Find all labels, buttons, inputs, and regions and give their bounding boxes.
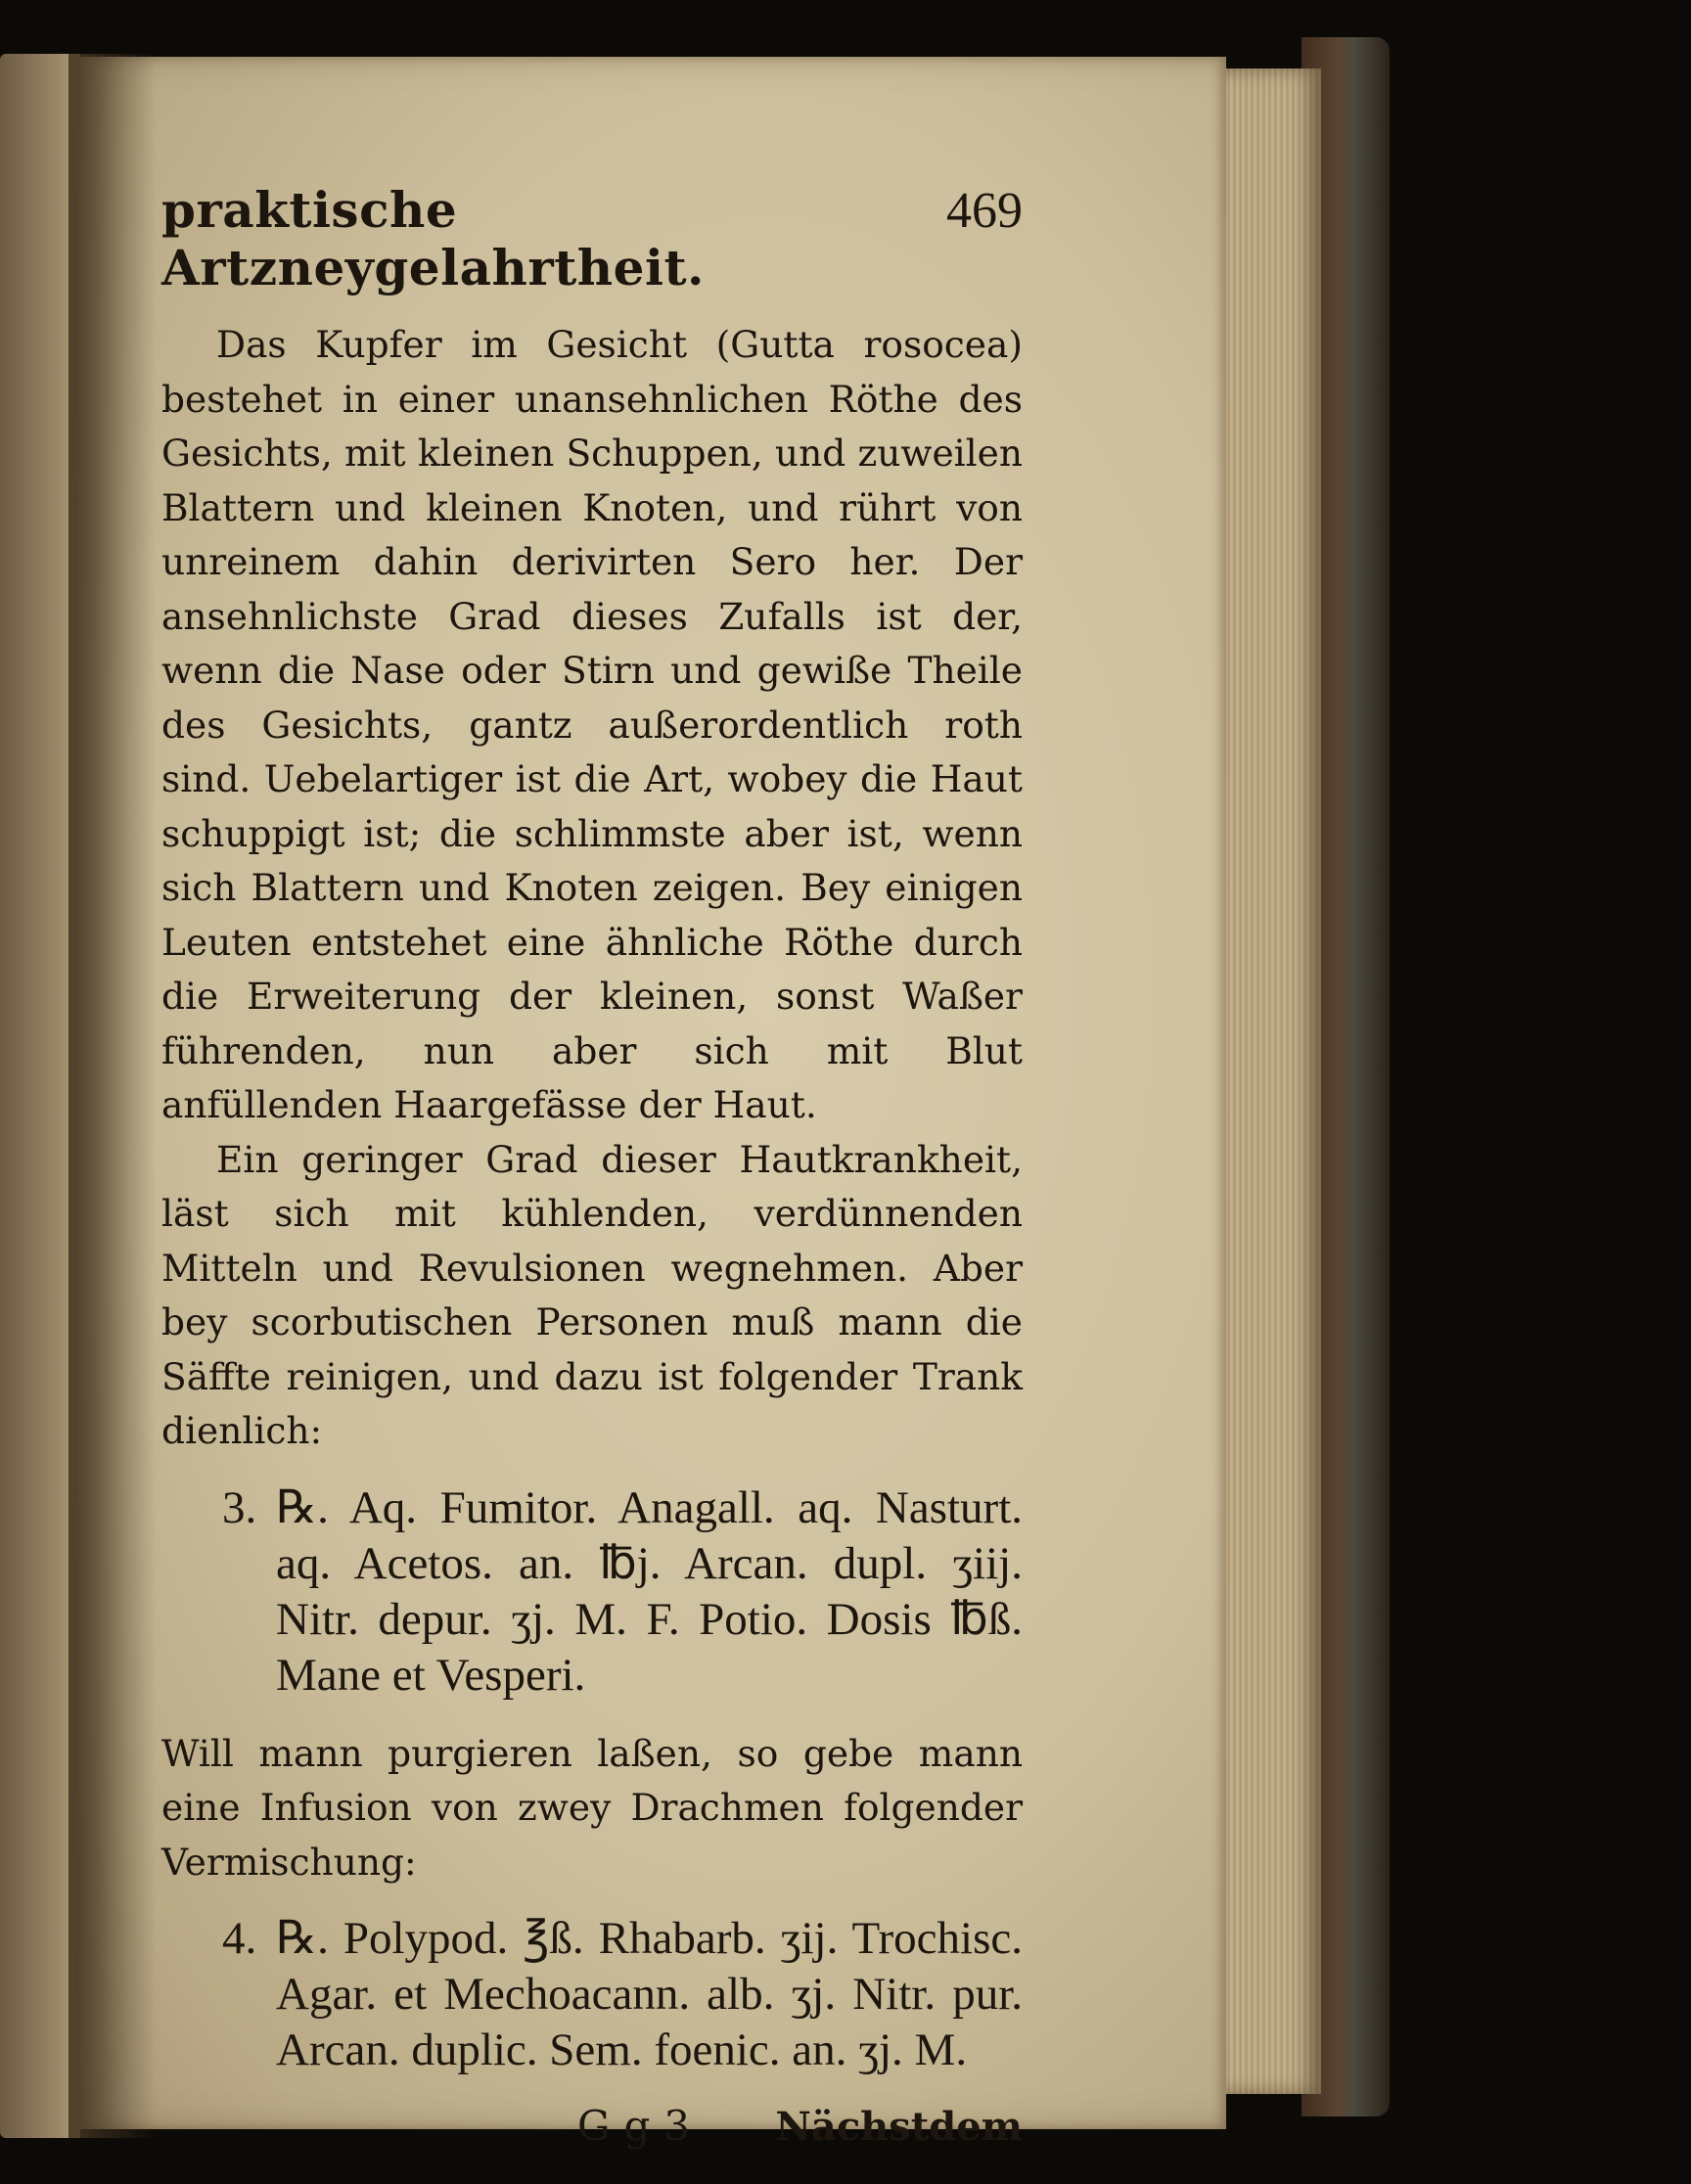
page-text-block	[161, 181, 1023, 2150]
paragraph-treatment: Ein geringer Grad dieser Hautkrankheit, läst sich mit kühlenden, verdünnenden Mitteln und Revulsionen wegnehmen. Aber bey scorbutischen Personen muß mann die Säffte reinigen, und dazu ist folgender Trank dienlich:	[161, 1137, 1023, 1452]
paragraph-gutta-rosacea: Das Kupfer im Gesicht (Gutta rosocea) bestehet in einer unansehnlichen Röthe des Gesichts, mit kleinen Schuppen, und zuweilen Blattern und kleinen Knoten, und rührt von unreinem dahin derivirten Sero her. Der ansehnlichste Grad dieses Zufalls ist der, wenn die Nase oder Stirn und gewiße Theile des Gesichts, gantz außerordentlich roth sind. Uebelartiger ist die Art, wobey die Haut schuppigt ist; die schlimmste aber ist, wenn sich Blattern und Knoten zeigen. Bey einigen Leuten entstehet eine ähnliche Röthe durch die Erweiterung der kleinen, sonst Waßer führenden, nun aber sich mit Blut anfüllenden Haargefässe der Haut.	[161, 323, 1023, 1126]
page-header	[161, 181, 1023, 296]
paragraph-purge: Will mann purgieren laßen, so gebe mann eine Infusion von zwey Drachmen folgender Vermischung:	[161, 1731, 1023, 1884]
recipe-3-number: 3.	[222, 1481, 257, 1533]
catchword: Nächstdem	[775, 2104, 1023, 2150]
recipe-3	[222, 1480, 1023, 1704]
page-gutter-shadow	[69, 54, 157, 2138]
recipe-4-number: 4.	[222, 1913, 257, 1964]
signature-mark: Gg3	[577, 2102, 705, 2150]
page-fore-edge	[1213, 68, 1321, 2094]
recipe-4	[222, 1911, 1023, 2078]
recipe-3-text: ℞. Aq. Fumitor. Anagall. aq. Nasturt. aq. Acetos. an. ℔j. Arcan. dupl. ʒiij. Nitr. depur. ʒj. M. F. Potio. Dosis ℔ß. Mane et Vesperi.	[276, 1481, 1023, 1701]
page-number: 469	[946, 183, 1023, 239]
running-head: praktische Artzneygelahrtheit.	[161, 181, 705, 296]
recipe-4-text: ℞. Polypod. ℥ß. Rhabarb. ʒij. Trochisc. Agar. et Mechoacann. alb. ʒj. Nitr. pur. Arcan. duplic. Sem. foenic. an. ʒj. M.	[276, 1913, 1023, 2075]
page-footer	[161, 2102, 1023, 2150]
